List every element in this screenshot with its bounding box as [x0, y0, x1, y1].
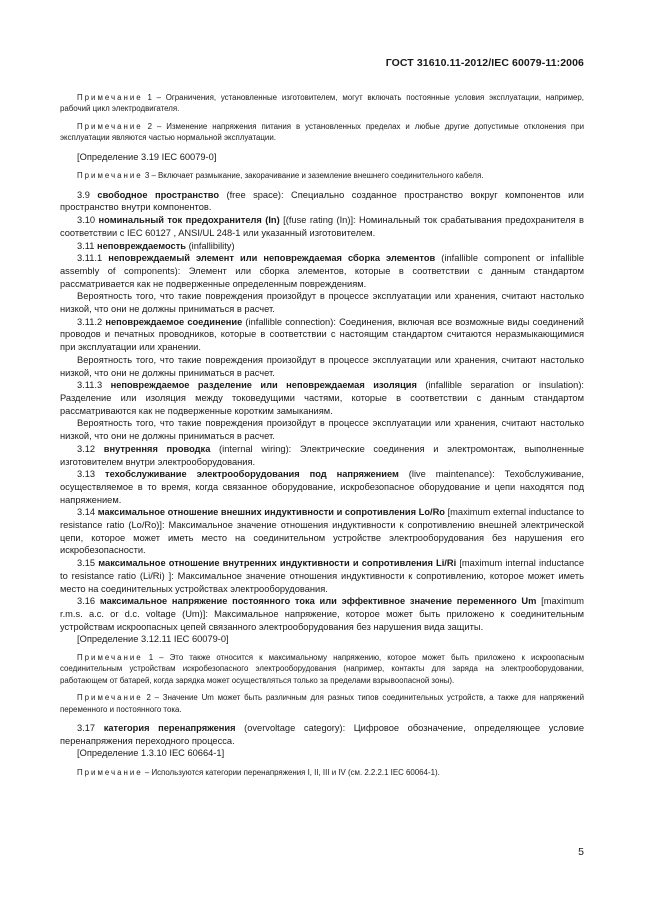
clause-number: 3.14 — [77, 507, 98, 518]
clause-text: (live maintenance): Техобслуживание, осуществляемое в то время, когда связанное оборудование, искробезопасное оборудование и цепи находятся под напряжением. — [60, 469, 584, 505]
clause-text: (free space): Специально созданное пространство вокруг компонентов или пространство внутри компонентов. — [60, 189, 584, 213]
clause-3-11-2 — [60, 316, 584, 354]
clause-3-15 — [60, 557, 584, 595]
clause-text: (infallible connection): Соединения, включая все возможные виды соединений проводов и печатных проводников, которые в соответствии с настоящим стандартом считаются неразмыкающимися при эксплуатации или хранении. — [60, 316, 584, 353]
clause-number: 3.11.1 — [77, 253, 109, 264]
clause-number: 3.11.3 — [77, 380, 111, 391]
definition-reference: [Определение 3.19 IEC 60079-0] — [77, 151, 217, 162]
note-label: Примечание — [77, 693, 143, 703]
note-text: 3 – Включает размыкание, закорачивание и заземление внешнего соединительного кабеля. — [142, 171, 484, 181]
clause-number: 3.15 — [77, 558, 99, 569]
clause-3-16 — [60, 595, 584, 633]
page-number: 5 — [578, 846, 584, 858]
page-header: ГОСТ 31610.11-2012/IEC 60079-11:2006 — [385, 57, 584, 69]
clause-term: неповреждаемость — [97, 240, 186, 251]
clause-paragraph: Вероятность того, что такие повреждения произойдут в процессе эксплуатации или хранения, считают настолько низкой, что они не должны приниматься в расчет. — [60, 418, 584, 442]
note-1 — [60, 92, 584, 115]
clause-text: [(fuse rating (In)]: Номинальный ток срабатывания предохранителя в соответствии с IEC 60127 , ANSI/UL 248-1 или указанный изготовителем. — [60, 215, 584, 238]
clause-3-11 — [60, 240, 584, 253]
clause-number: 3.9 — [77, 189, 98, 200]
clause-number: 3.13 — [77, 469, 106, 480]
clause-3-13 — [60, 468, 584, 506]
clause-3-11-3 — [60, 379, 584, 417]
clause-3-17 — [60, 722, 584, 747]
clause-term: неповреждаемое соединение — [105, 316, 243, 327]
note-label: Примечание — [77, 171, 143, 181]
note-1-b — [60, 652, 584, 686]
note-2-b — [60, 692, 584, 715]
clause-number: 3.11 — [77, 240, 97, 251]
clause-number: 3.16 — [77, 596, 100, 607]
clause-3-11-1 — [60, 252, 584, 290]
clause-number: 3.12 — [77, 443, 104, 454]
note-label: Примечание — [77, 768, 143, 778]
clause-number: 3.11.2 — [77, 316, 106, 327]
clause-term: неповреждаемый элемент или неповреждаемая сборка элементов — [108, 253, 436, 264]
definition-reference: [Определение 3.12.11 IEC 60079-0] — [77, 634, 229, 645]
clause-number: 3.17 — [77, 723, 104, 734]
clause-term: категория перенапряжения — [103, 723, 236, 734]
document-body — [60, 92, 584, 779]
clause-text: (infallible component or infallible assembly of components): Элемент или сборка элементов, которые в соответствии с данным стандартом рассматривается как не подверженные определенным повреждениям. — [60, 253, 584, 289]
clause-paragraph: Вероятность того, что такие повреждения произойдут в процессе эксплуатации или хранения, считают настолько низкой, что они не должны приниматься в расчет. — [60, 291, 584, 315]
clause-3-9 — [60, 189, 584, 214]
clause-term: неповреждаемое разделение или неповреждаемая изоляция — [110, 380, 417, 391]
clause-text: [maximum internal inductance to resistance ratio (Li/Ri) ]: Максимальное значение отношения индуктивности к сопротивлению, которое может иметь место на соединительных устройствах электрооборудования. — [60, 558, 584, 594]
note-text: – Используются категории перенапряжения I, II, III и IV (см. 2.2.2.1 IEC 60064-1). — [142, 768, 440, 778]
clause-3-12 — [60, 443, 584, 468]
clause-text: (overvoltage category): Цифровое обозначение, определяющее условие перенапряжения переходного процесса. — [60, 723, 584, 746]
clause-term: максимальное напряжение постоянного тока или эффективное значение переменного Um — [99, 596, 537, 607]
clause-term: номинальный ток предохранителя (In) — [98, 215, 280, 226]
note-label: Примечание — [77, 93, 143, 102]
note-text: 1 – Это также относится к максимальному напряжению, которое может быть приложено к искроопасным соединительным устройствам искробезопасного электрооборудования (например, контакты для заряда на электрооборудовании, работающем от батарей, когда зарядка может осуществляться только за пределами взрывоопасной зоны). — [60, 653, 584, 685]
clause-text: [maximum external inductance to resistance ratio (Lo/Ro)]: Максимальное значение отношения индуктивности к сопротивлению внешней электрической цепи, которое может иметь место на соединительном устройстве электрооборудования без нарушения его искробезопасности. — [60, 507, 585, 556]
clause-text: (infallible separation or insulation): Разделение или изоляция между токоведущими частями, которые в соответствии с данным стандартом рассматриваются как не подверженные коротким замыканиям. — [60, 380, 584, 416]
clause-3-14 — [60, 506, 584, 557]
clause-text: (internal wiring): Электрические соединения и электромонтаж, выполненные изготовителем внутри электрооборудования. — [60, 443, 584, 467]
clause-paragraph: Вероятность того, что такие повреждения произойдут в процессе эксплуатации или хранения, считают настолько низкой, что они не должны приниматься в расчет. — [60, 354, 584, 378]
note-label: Примечание — [77, 121, 143, 131]
clause-text: (infallibility) — [185, 240, 235, 251]
clause-term: максимальное отношение внутренних индуктивности и сопротивления Li/Ri — [98, 558, 457, 569]
note-text: 2 – Изменение напряжения питания в установленных пределах и любые другие допустимые отклонения при эксплуатации являются частью нормальной эксплуатации. — [60, 121, 584, 143]
clause-number: 3.10 — [77, 215, 99, 226]
clause-term: техобслуживание электрооборудования под напряжением — [105, 469, 399, 480]
note-3 — [60, 170, 584, 181]
clause-text: [maximum r.m.s. a.c. or d.c. voltage (Um)]: Максимальное напряжение, которое может быть приложено к соединительным устройствам искроопасных цепей связанного электрооборудования без нарушения вида защиты. — [60, 596, 584, 632]
clause-3-10 — [60, 214, 584, 239]
definition-reference: [Определение 1.3.10 IEC 60664-1] — [77, 748, 225, 759]
clause-term: максимальное отношение внешних индуктивности и сопротивления Lo/Ro — [97, 507, 445, 518]
note-overvoltage — [60, 767, 584, 778]
clause-term: свободное пространство — [97, 189, 220, 200]
note-2 — [60, 121, 584, 144]
clause-term: внутренняя проводка — [103, 443, 211, 454]
note-label: Примечание — [77, 653, 143, 663]
note-text: 2 – Значение Um может быть различным для разных типов соединительных устройств, а также для напряжений переменного и постоянного тока. — [60, 693, 584, 714]
note-text: 1 – Ограничения, установленные изготовителем, могут включать постоянные условия эксплуатации, например, рабочий цикл электродвигателя. — [60, 93, 584, 114]
